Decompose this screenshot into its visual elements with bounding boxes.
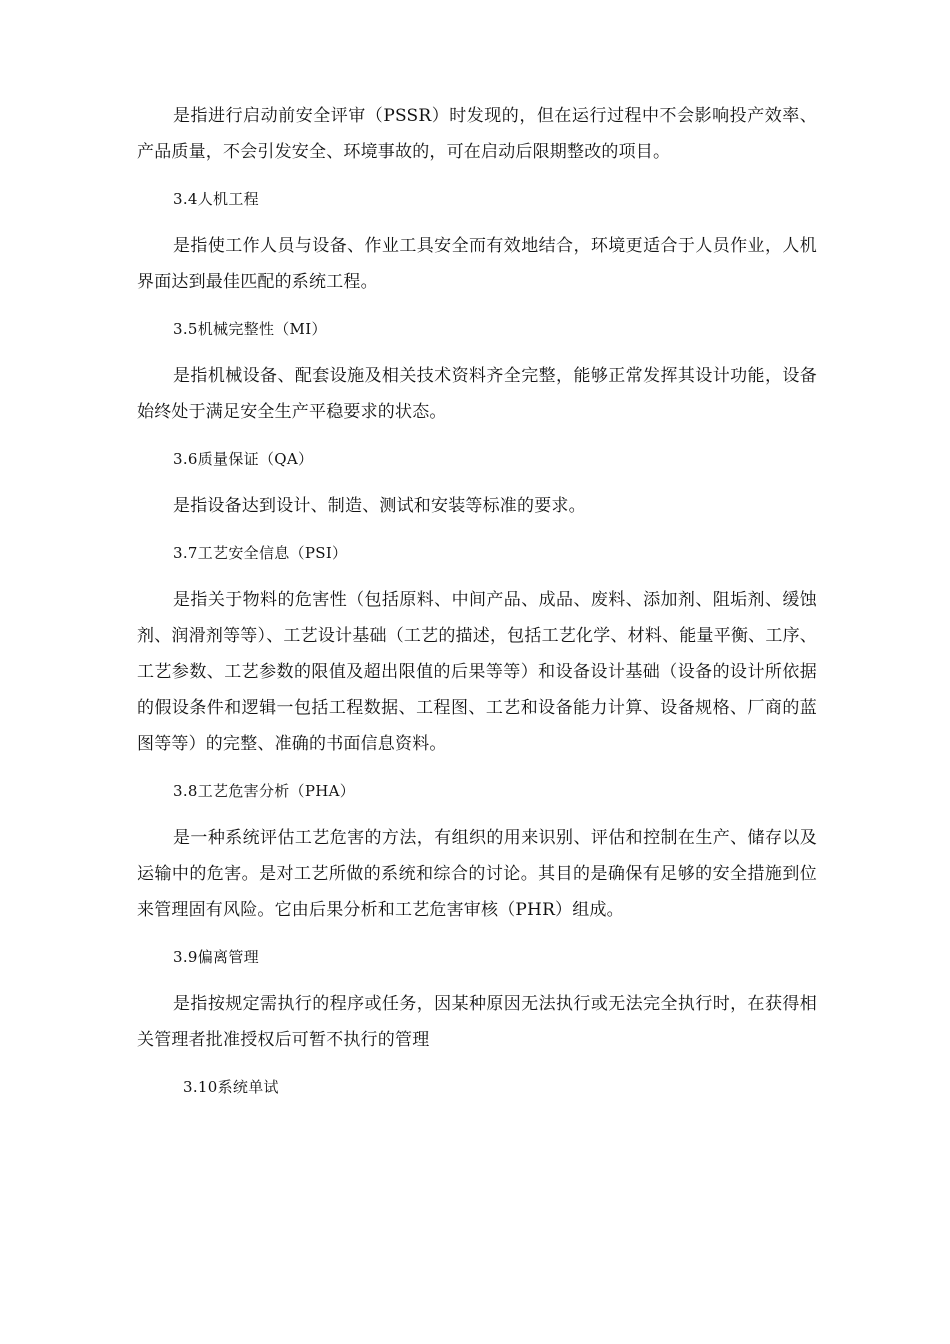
section-heading-3-6: 3.6质量保证（QA） (173, 450, 314, 468)
paragraph-3-7: 是指关于物料的危害性（包括原料、中间产品、成品、废料、添加剂、阻垢剂、缓蚀剂、润滑剂等等）、工艺设计基础（工艺的描述，包括工艺化学、材料、能量平衡、工序、工艺参数、工艺参数的限值及超出限值的后果等等）和设备设计基础（设备的设计所依据的假设条件和逻辑一包括工程数据、工程图、工艺和设备能力计算、设备规格、厂商的蓝图等等）的完整、准确的书面信息资料。 (137, 590, 817, 754)
paragraph-3-9: 是指按规定需执行的程序或任务，因某种原因无法执行或无法完全执行时，在获得相关管理者批准授权后可暂不执行的管理 (137, 994, 817, 1050)
paragraph-pssr-definition: 是指进行启动前安全评审（PSSR）时发现的，但在运行过程中不会影响投产效率、产品质量，不会引发安全、环境事故的，可在启动后限期整改的项目。 (137, 106, 817, 162)
section-heading-3-9: 3.9偏离管理 (173, 948, 259, 966)
paragraph-3-6: 是指设备达到设计、制造、测试和安装等标准的要求。 (173, 496, 586, 516)
section-heading-3-8: 3.8工艺危害分析（PHA） (173, 782, 356, 800)
section-heading-3-7: 3.7工艺安全信息（PSI） (173, 544, 348, 562)
paragraph-3-8: 是一种系统评估工艺危害的方法，有组织的用来识别、评估和控制在生产、储存以及运输中的危害。是对工艺所做的系统和综合的讨论。其目的是确保有足够的安全措施到位来管理固有风险。它由后果分析和工艺危害审核（PHR）组成。 (137, 828, 817, 920)
paragraph-3-4: 是指使工作人员与设备、作业工具安全而有效地结合，环境更适合于人员作业，人机界面达到最佳匹配的系统工程。 (137, 236, 817, 292)
paragraph-3-5: 是指机械设备、配套设施及相关技术资料齐全完整，能够正常发挥其设计功能，设备始终处于满足安全生产平稳要求的状态。 (137, 366, 817, 422)
section-heading-3-5: 3.5机械完整性（MI） (173, 320, 327, 338)
section-heading-3-10: 3.10系统单试 (183, 1078, 279, 1096)
section-heading-3-4: 3.4人机工程 (173, 190, 259, 208)
document-body (137, 98, 817, 1105)
